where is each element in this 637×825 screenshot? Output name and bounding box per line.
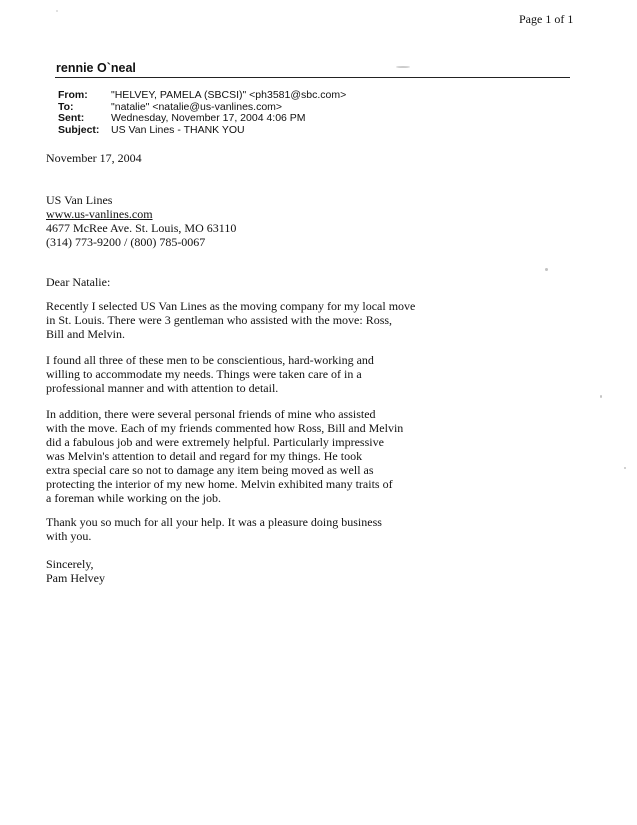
address-street: 4677 McRee Ave. St. Louis, MO 63110 bbox=[46, 221, 237, 235]
header-from bbox=[58, 90, 346, 102]
scan-speck bbox=[624, 467, 626, 469]
letter-paragraph bbox=[46, 353, 374, 395]
letter-closing bbox=[46, 557, 105, 585]
letter-date: November 17, 2004 bbox=[46, 151, 142, 165]
header-subject bbox=[58, 125, 346, 137]
paragraph-line: Recently I selected US Van Lines as the moving company for my local move bbox=[46, 299, 416, 313]
recipient-address bbox=[46, 193, 236, 249]
paragraph-line: extra special care so not to damage any item being moved as well as bbox=[46, 463, 374, 477]
paragraph-line: I found all three of these men to be conscientious, hard-working and bbox=[46, 353, 374, 367]
paragraph-line: protecting the interior of my new home. Melvin exhibited many traits of bbox=[46, 477, 393, 491]
letter-paragraph bbox=[46, 299, 415, 341]
address-website-link[interactable]: www.us-vanlines.com bbox=[46, 207, 153, 221]
address-phone: (314) 773-9200 / (800) 785-0067 bbox=[46, 235, 206, 249]
scan-speck bbox=[545, 268, 548, 271]
address-company: US Van Lines bbox=[46, 193, 113, 207]
header-label: Sent: bbox=[58, 112, 85, 125]
signature-name: Pam Helvey bbox=[46, 571, 105, 585]
scan-speck bbox=[396, 66, 410, 68]
header-value: "HELVEY, PAMELA (SBCSI)" <ph3581@sbc.com> bbox=[111, 89, 347, 101]
closing-salutation: Sincerely, bbox=[46, 557, 94, 571]
paragraph-line: with the move. Each of my friends commented how Ross, Bill and Melvin bbox=[46, 421, 404, 435]
header-label: To: bbox=[58, 100, 74, 113]
scan-speck bbox=[56, 10, 58, 12]
page-number: Page 1 of 1 bbox=[519, 12, 574, 26]
paragraph-line: Bill and Melvin. bbox=[46, 327, 125, 341]
paragraph-line: Thank you so much for all your help. It was a pleasure doing business bbox=[46, 515, 382, 529]
scan-speck bbox=[600, 395, 602, 398]
header-value: US Van Lines - THANK YOU bbox=[111, 123, 245, 136]
sender-name: rennie O`neal bbox=[56, 61, 136, 75]
header-value: "natalie" <natalie@us-vanlines.com> bbox=[111, 100, 283, 113]
header-divider bbox=[55, 77, 570, 78]
header-label: Subject: bbox=[58, 123, 100, 136]
paragraph-line: was Melvin's attention to detail and regard for my things. He took bbox=[46, 449, 363, 463]
paragraph-line: with you. bbox=[46, 529, 92, 543]
paragraph-line: willing to accommodate my needs. Things were taken care of in a bbox=[46, 367, 362, 381]
paragraph-line: In addition, there were several personal friends of mine who assisted bbox=[46, 407, 376, 421]
letter-greeting: Dear Natalie: bbox=[46, 275, 111, 289]
paragraph-line: did a fabulous job and were extremely helpful. Particularly impressive bbox=[46, 435, 384, 449]
header-label: From: bbox=[58, 89, 88, 101]
letter-paragraph bbox=[46, 515, 382, 543]
paragraph-line: professional manner and with attention to detail. bbox=[46, 381, 279, 395]
paragraph-line: in St. Louis. There were 3 gentleman who assisted with the move: Ross, bbox=[46, 313, 393, 327]
letter-paragraph bbox=[46, 407, 403, 505]
email-headers bbox=[58, 90, 346, 136]
header-value: Wednesday, November 17, 2004 4:06 PM bbox=[111, 112, 306, 125]
paragraph-line: a foreman while working on the job. bbox=[46, 491, 221, 505]
